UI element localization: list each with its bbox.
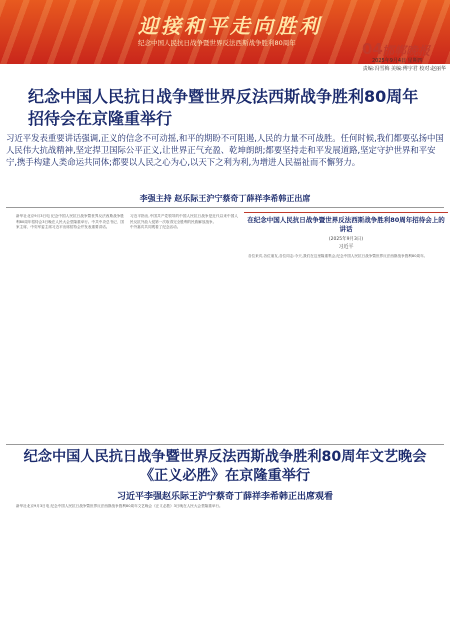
speech-body: 各位来宾,各位朋友,各位同志:今天,我们在这里隆重集会,纪念中国人民抗日战争暨世界反法西斯战争胜利80周年。 — [248, 254, 428, 258]
speech-author: 习近平 — [338, 244, 354, 250]
article-body: 中外嘉宾共同观看了纪念活动。 — [130, 225, 181, 230]
page-number: 04 — [362, 40, 383, 58]
paper-name: 邯郸晚报 — [382, 44, 431, 58]
issue-date: 2025年9月4日 星期四 — [372, 58, 423, 64]
article-body: 新华社北京9月3日电 纪念中国人民抗日战争暨世界反法西斯战争胜利80周年文艺晚会《正义必胜》3日晚在人民大会堂隆重举行。 — [16, 504, 223, 508]
banner-title: 迎接和平走向胜利 — [138, 14, 322, 38]
speech-title: 在纪念中国人民抗日战争暨世界反法西斯战争胜利80周年招待会上的讲话 — [247, 216, 445, 233]
article-column — [16, 504, 444, 634]
second-subhead: 习近平李强赵乐际王沪宁蔡奇丁薛祥李希韩正出席观看 — [116, 492, 333, 502]
divider — [6, 207, 444, 208]
main-deck: 习近平发表重要讲话强调,正义的信念不可动摇,和平的期盼不可阻遏,人民的力量不可战胜。任何时候,我们都要弘扬中国人民伟大抗战精神,坚定捍卫国际公平正义,让世界正气充盈、乾坤朗朗;都要坚持走和平发展道路,坚定守护世界和平安宁,携手构建人类命运共同体;都要以人民之心为心,以天下之利为利,为增进人民福祉而不懈努力。 — [6, 133, 444, 167]
article-body: 习近平指出,中国共产党领导的中国人民抗日战争是近代以来中国人民反抗外敌入侵第一次取得完全胜利的民族解放战争。 — [130, 214, 238, 224]
article-body: 新华社北京9月3日电 纪念中国人民抗日战争暨世界反法西斯战争胜利80周年招待会3日晚在人民大会堂隆重举行。中共中央总书记、国家主席、中央军委主席习近平出席招待会并发表重要讲话。 — [16, 214, 124, 230]
divider — [6, 444, 444, 445]
editor-credits: 责编:冯雪梅 美编:傅宇君 校对:赵丽华 — [362, 66, 446, 72]
second-headline: 纪念中国人民抗日战争暨世界反法西斯战争胜利80周年文艺晚会《正义必胜》在京隆重举行 — [23, 449, 427, 484]
main-byline: 李强主持 赵乐际王沪宁蔡奇丁薛祥李希韩正出席 — [139, 194, 311, 203]
banner-subtitle: 纪念中国人民抗日战争暨世界反法西斯战争胜利80周年 — [138, 39, 296, 47]
article-column — [130, 214, 238, 444]
article-column — [16, 214, 124, 444]
speech-date: (2025年9月3日) — [328, 237, 364, 242]
speech-column — [248, 254, 444, 444]
main-headline: 纪念中国人民抗日战争暨世界反法西斯战争胜利80周年招待会在京隆重举行 — [28, 87, 419, 128]
